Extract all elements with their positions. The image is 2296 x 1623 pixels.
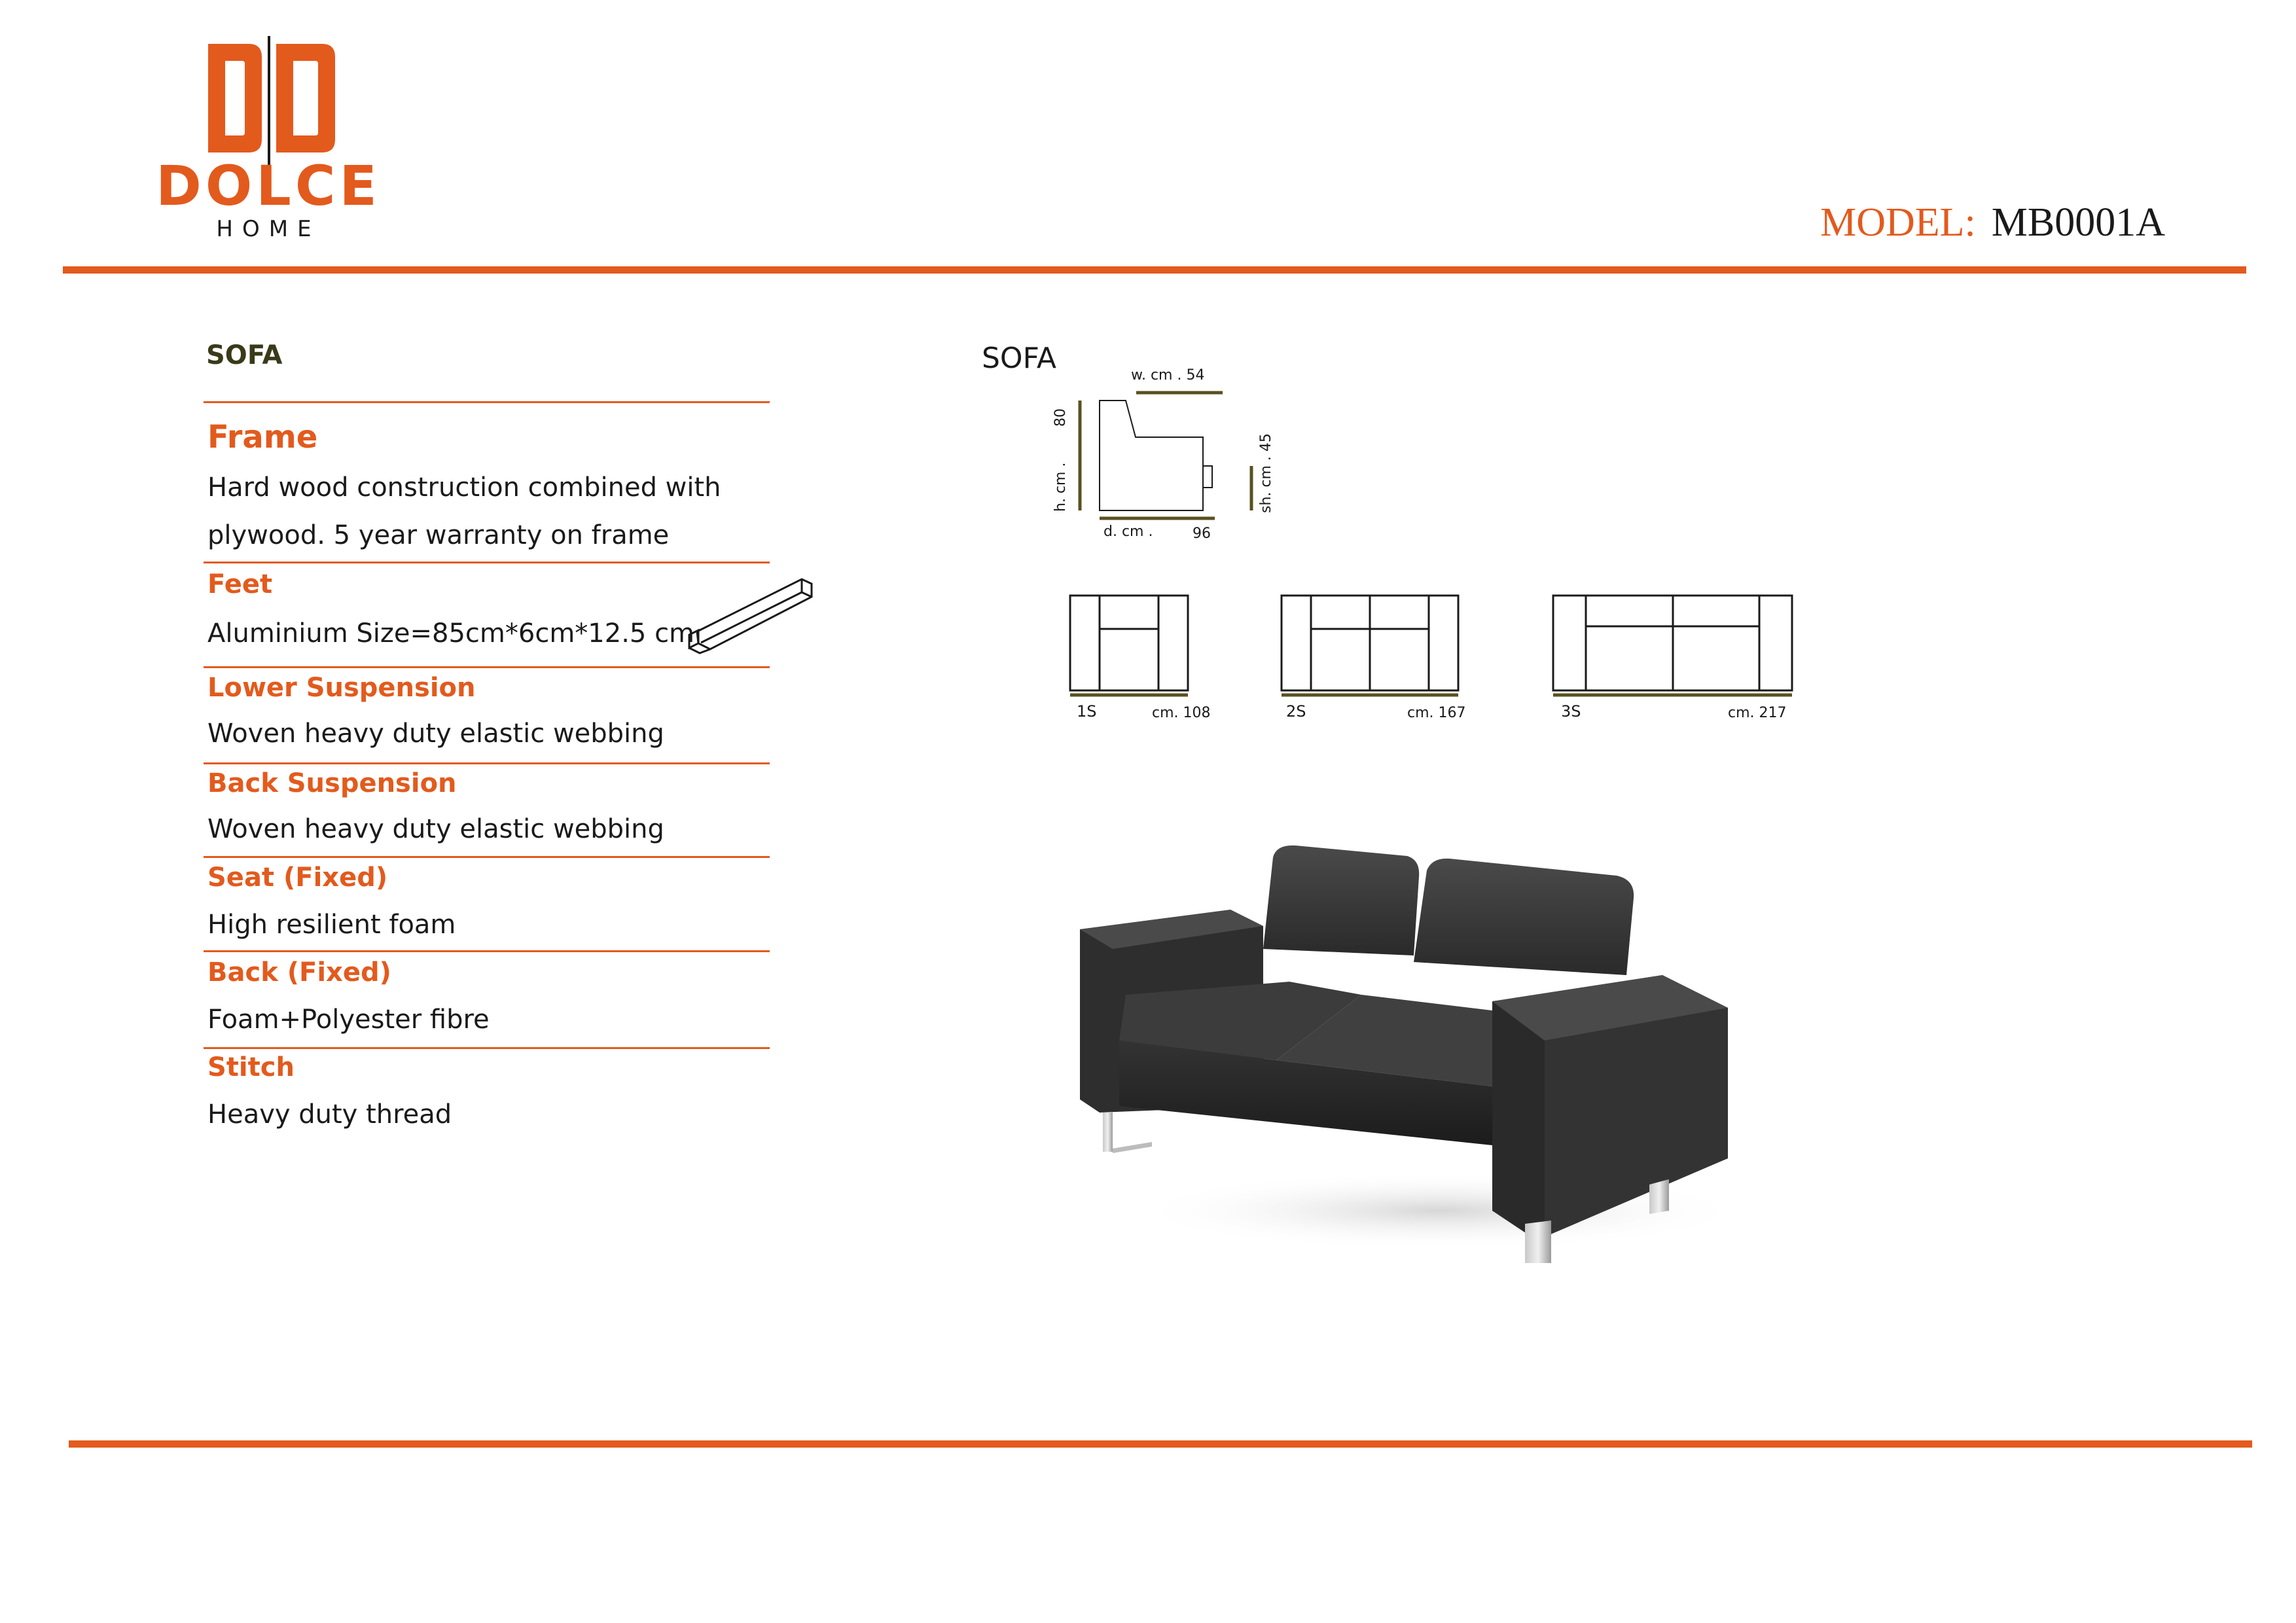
seat-text: High resilient foam <box>207 910 456 940</box>
height-dimension-value: 80 <box>1052 408 1069 427</box>
width-dimension: w. cm . 54 <box>1131 367 1205 383</box>
top-divider <box>63 266 2246 274</box>
bottom-divider <box>69 1440 2252 1448</box>
height-dimension-label: h. cm . <box>1052 462 1069 512</box>
divider <box>204 1047 770 1049</box>
divider <box>204 762 770 764</box>
model-label: MODEL: <box>1820 200 1976 245</box>
dd-monogram-icon <box>151 36 386 167</box>
aluminium-foot-icon <box>684 569 818 668</box>
variant-3s-code: 3S <box>1561 702 1581 721</box>
stitch-text: Heavy duty thread <box>207 1099 452 1130</box>
depth-dimension-value: 96 <box>1193 526 1211 542</box>
variant-1s-code: 1S <box>1077 702 1097 721</box>
back-text: Foam+Polyester fibre <box>207 1005 490 1035</box>
model-number <box>1820 200 2165 246</box>
variant-3s-diagram <box>1550 592 1799 697</box>
variant-2s-diagram <box>1278 592 1462 697</box>
feet-text: Aluminium Size=85cm*6cm*12.5 cm <box>207 618 695 649</box>
sofa-product-image <box>1073 844 1741 1263</box>
divider <box>204 666 770 668</box>
frame-text-2: plywood. 5 year warranty on frame <box>207 520 670 550</box>
model-value: MB0001A <box>1991 200 2165 245</box>
variant-3s-size: cm. 217 <box>1728 705 1787 721</box>
diagram-label: SOFA <box>982 342 1056 375</box>
lower-suspension-text: Woven heavy duty elastic webbing <box>207 719 664 749</box>
feet-heading: Feet <box>207 569 273 599</box>
variant-1s-diagram <box>1067 592 1198 697</box>
brand-subtitle: HOME <box>216 216 321 242</box>
depth-dimension-label: d. cm . <box>1103 524 1153 540</box>
stitch-heading: Stitch <box>207 1052 295 1082</box>
frame-text-1: Hard wood construction combined with <box>207 473 721 503</box>
seat-height-dimension: sh. cm . 45 <box>1258 433 1274 513</box>
divider <box>204 562 770 563</box>
back-suspension-heading: Back Suspension <box>207 768 457 798</box>
divider <box>204 401 770 403</box>
lower-suspension-heading: Lower Suspension <box>207 673 476 703</box>
variant-2s-code: 2S <box>1286 702 1306 721</box>
spec-title: SOFA <box>206 340 283 370</box>
seat-heading: Seat (Fixed) <box>207 863 388 893</box>
frame-heading: Frame <box>207 419 318 455</box>
back-heading: Back (Fixed) <box>207 957 391 988</box>
variant-2s-size: cm. 167 <box>1407 705 1466 721</box>
variant-1s-size: cm. 108 <box>1152 705 1211 721</box>
divider <box>204 856 770 858</box>
brand-name: DOLCE <box>156 154 381 218</box>
divider <box>204 950 770 952</box>
back-suspension-text: Woven heavy duty elastic webbing <box>207 814 664 844</box>
